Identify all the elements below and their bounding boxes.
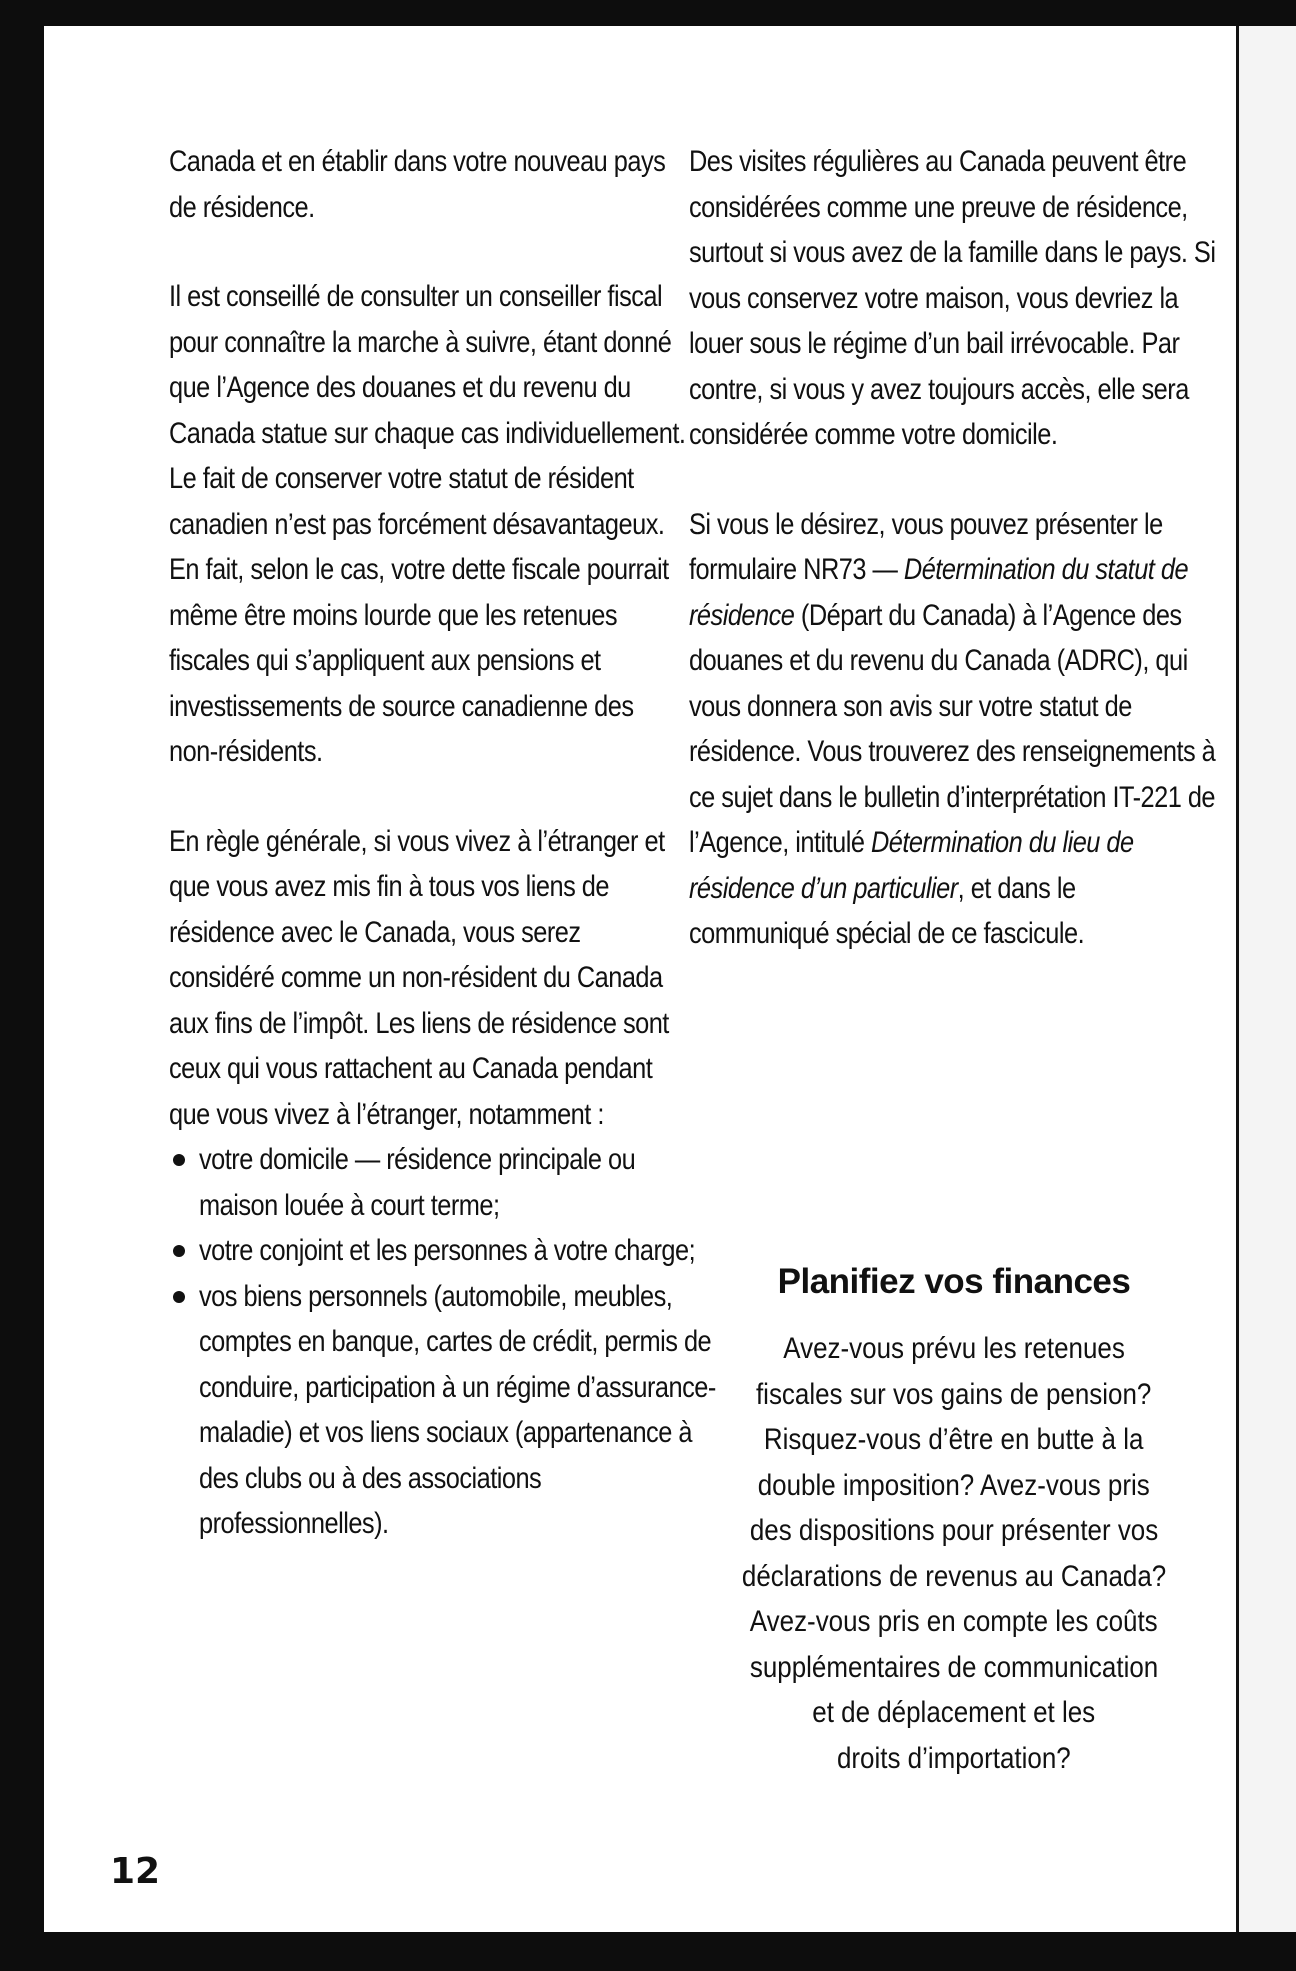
- form-title-italic: Détermination du statut de résidence: [689, 553, 1189, 632]
- sidebar-line: et de déplacement et les: [812, 1696, 1096, 1729]
- list-item-text: votre domicile — résidence principale ou maison louée à court terme;: [199, 1143, 636, 1222]
- sidebar-line: Risquez-vous d’être en butte à la: [764, 1423, 1144, 1456]
- list-item: [169, 1228, 696, 1274]
- sidebar-line: des dispositions pour présenter vos: [749, 1514, 1159, 1547]
- sidebar-line: Avez-vous pris en compte les coûts: [750, 1605, 1158, 1638]
- text-run: , et dans le communiqué spécial de ce fascicule.: [689, 871, 1085, 950]
- bullet-icon: [173, 1291, 185, 1303]
- bullet-icon: [173, 1154, 185, 1166]
- sidebar-line: double imposition? Avez-vous pris: [757, 1468, 1151, 1502]
- paragraph-visits: Des visites régulières au Canada peuvent être considérées comme une preuve de résidence, surtout si vous avez de la famille dans le pays. Si vous conservez votre maison, vous devriez la louer sous le régime d’un bail irrévocable. Par contre, si vous y avez toujours accès, elle sera considérée comme votre domicile.: [689, 145, 1216, 451]
- list-item: [169, 1274, 716, 1547]
- sidebar-line: déclarations de revenus au Canada?: [741, 1559, 1167, 1593]
- sidebar-text: [689, 1326, 1219, 1781]
- paragraph-tax-advice: Il est conseillé de consulter un conseiller fiscal pour connaître la marche à suivre, étant donné que l’Agence des douanes et du revenu du Canada statue sur chaque cas individuellement. Le fait de conserver votre statut de résident canadien n’est pas forcément désavantageux. En fait, selon le cas, votre dette fiscale pourrait même être moins lourde que les retenues fiscales qui s’appliquent aux pensions et investissements de source canadienne des non-résidents.: [169, 280, 686, 768]
- text-run: Si vous le désirez, vous pouvez présenter le formulaire NR73 —: [689, 507, 1163, 586]
- page-number: 12: [110, 1851, 161, 1892]
- list-item-text: vos biens personnels (automobile, meubles, comptes en banque, cartes de crédit, permis de conduire, participation à un régime d’assurance-maladie) et vos liens sociaux (appartenance à des clubs ou à des associations professionnelles).: [199, 1279, 716, 1540]
- left-column: [169, 139, 716, 1547]
- sidebar-line: Avez-vous prévu les retenues: [783, 1332, 1125, 1365]
- paragraph-intro: Canada et en établir dans votre nouveau pays de résidence.: [169, 145, 666, 224]
- sidebar-line: fiscales sur vos gains de pension?: [756, 1377, 1152, 1411]
- sidebar-line: supplémentaires de communication: [749, 1650, 1159, 1684]
- list-item-text: votre conjoint et les personnes à votre charge;: [199, 1234, 696, 1267]
- sidebar-line: droits d’importation?: [837, 1741, 1071, 1775]
- document-page: [44, 26, 1236, 1932]
- bulletin-title-italic: Détermination du lieu de résidence d’un particulier: [689, 826, 1134, 905]
- paragraph-nr73-form: [689, 502, 1218, 957]
- residential-ties-list: [169, 1137, 716, 1547]
- right-column: [689, 139, 1219, 1001]
- text-run: (Départ du Canada) à l’Agence des douanes et du revenu du Canada (ADRC), qui vous donnera son avis sur votre statut de résidence. Vous trouverez des renseignements à ce sujet dans le bulletin d’interprétation IT-221 de l’Agence, intitulé: [689, 598, 1216, 859]
- paragraph-residential-ties: En règle générale, si vous vivez à l’étranger et que vous avez mis fin à tous vos liens de résidence avec le Canada, vous serez considéré comme un non-résident du Canada aux fins de l’impôt. Les liens de résidence sont ceux qui vous rattachent au Canada pendant que vous vivez à l’étranger, notamment :: [169, 824, 669, 1131]
- next-page-edge: [1236, 26, 1296, 1932]
- sidebar-heading: Planifiez vos finances: [777, 1262, 1131, 1301]
- bullet-icon: [173, 1245, 185, 1257]
- list-item: [169, 1137, 689, 1228]
